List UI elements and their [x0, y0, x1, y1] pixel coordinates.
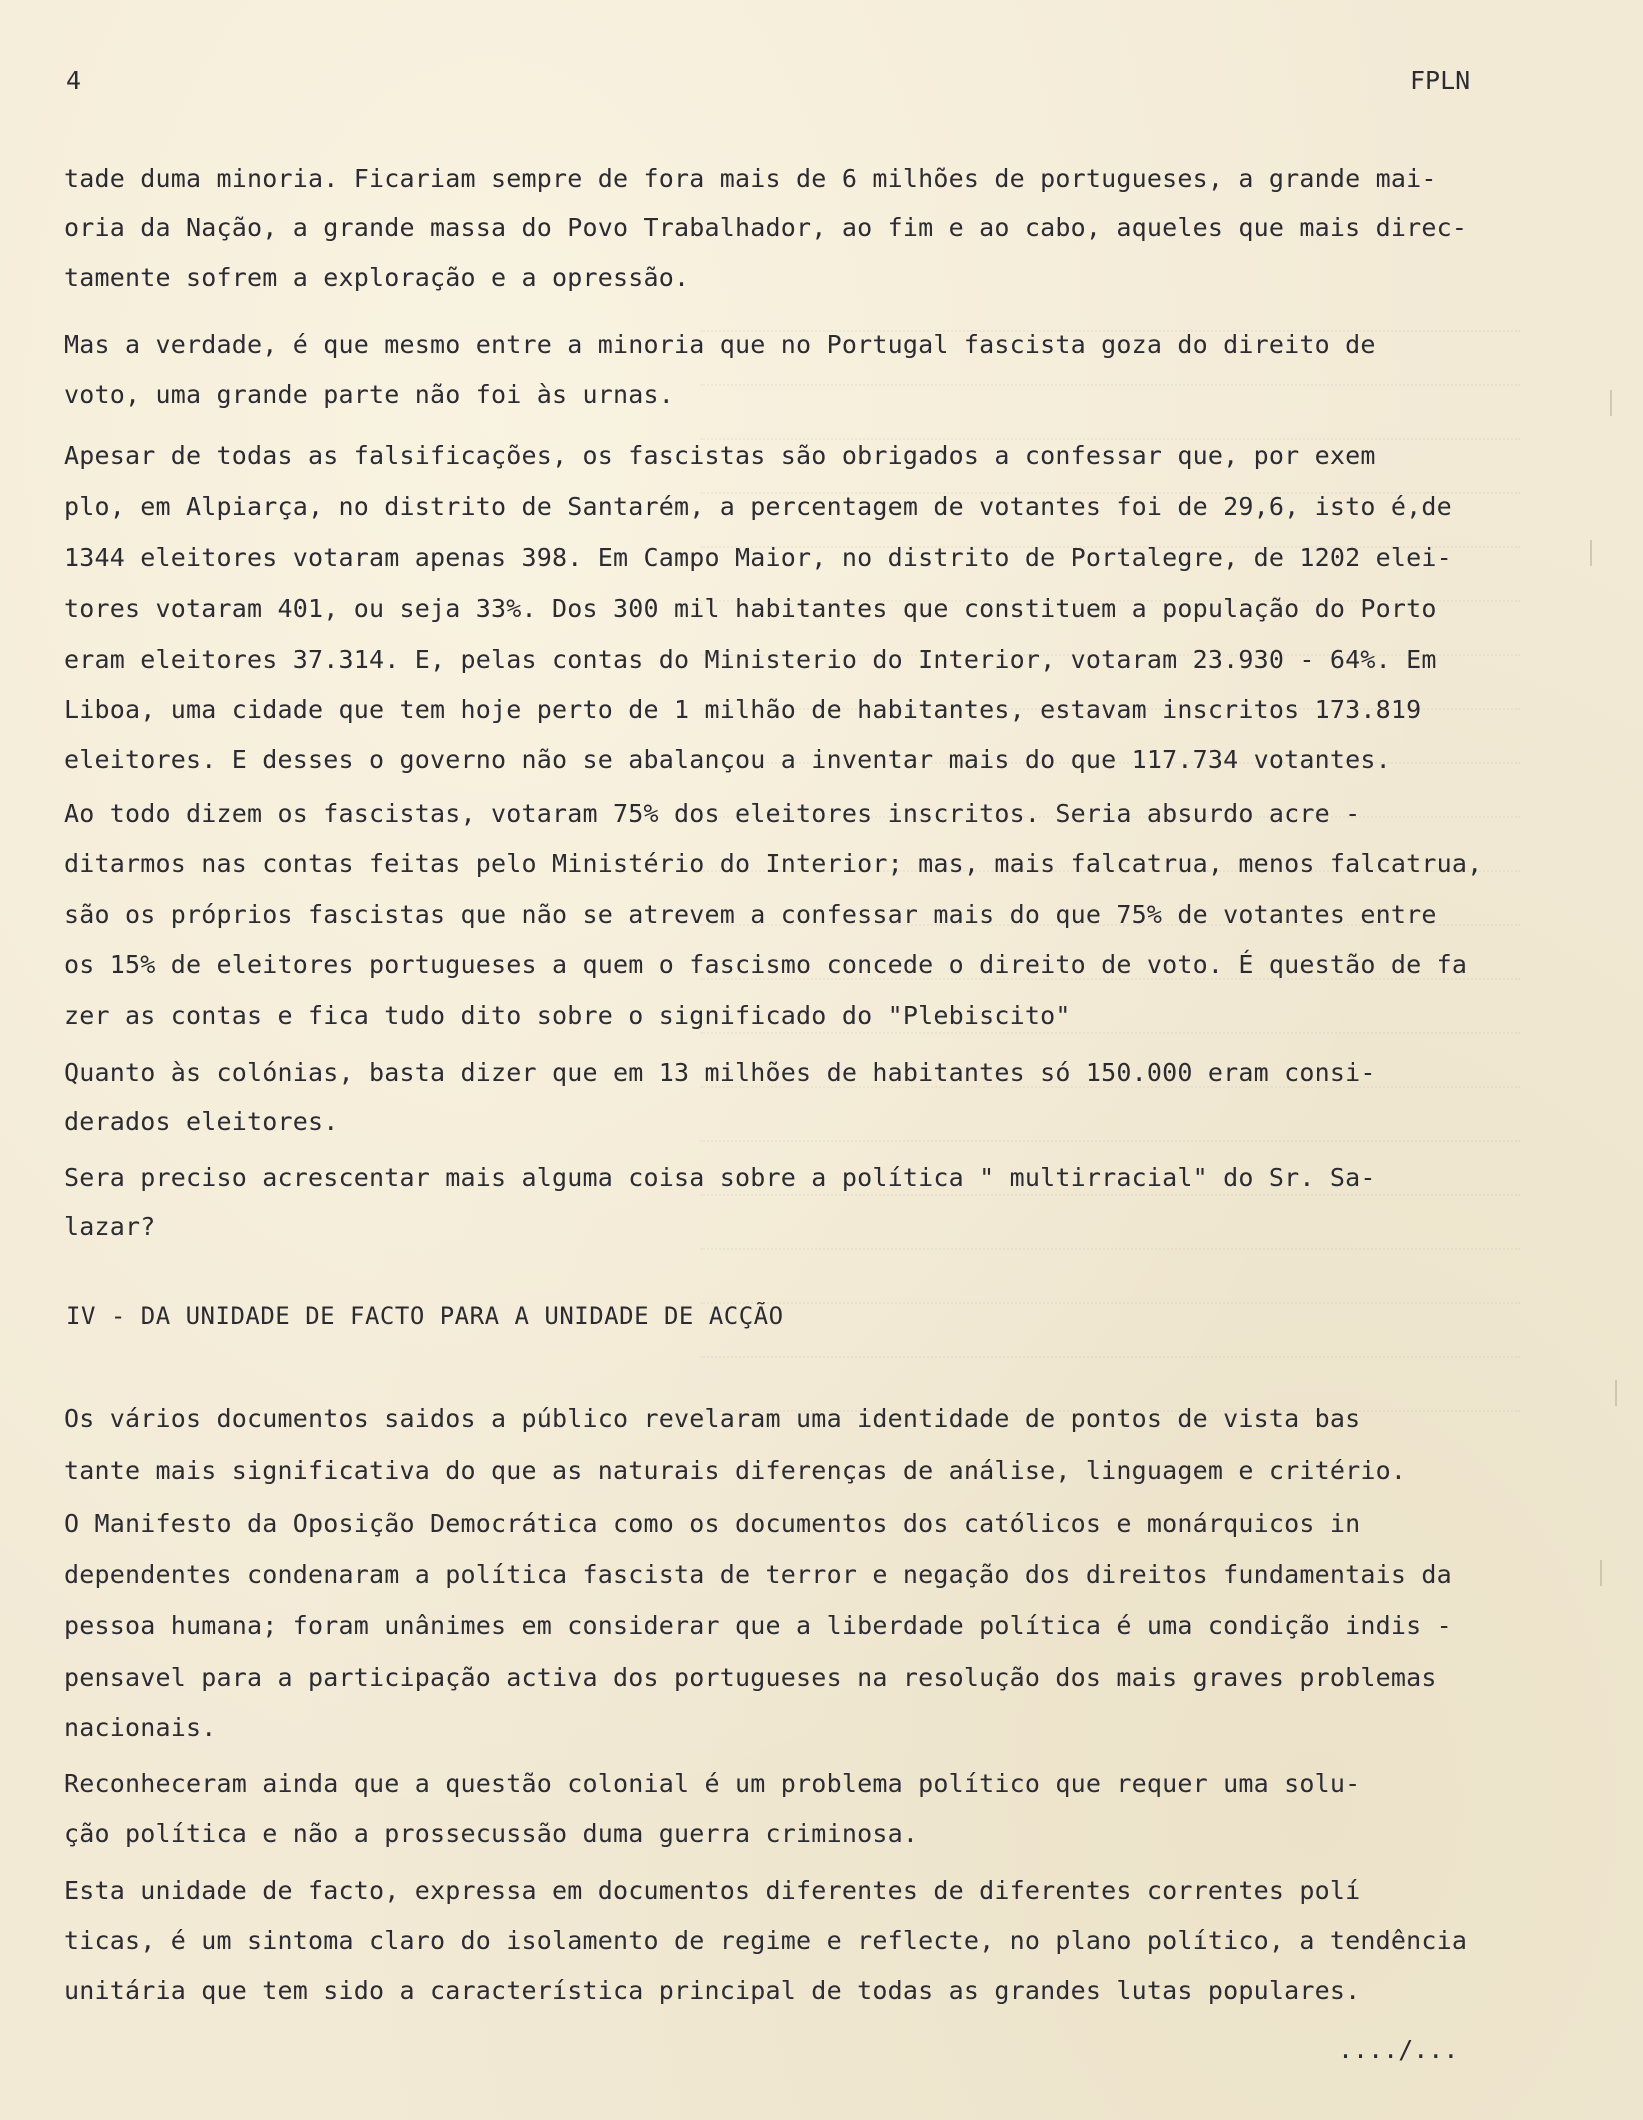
margin-mark — [1615, 1380, 1617, 1406]
text-line: zer as contas e fica tudo dito sobre o significado do "Plebiscito" — [64, 1001, 1071, 1030]
text-line: Apesar de todas as falsificações, os fascistas são obrigados a confessar que, por exem — [64, 441, 1376, 470]
text-line: voto, uma grande parte não foi às urnas. — [64, 380, 675, 409]
text-line: plo, em Alpiarça, no distrito de Santarém, a percentagem de votantes foi de 29,6, isto é,de — [64, 492, 1452, 521]
continuation-mark: ..../... — [1338, 2035, 1459, 2064]
text-line: tamente sofrem a exploração e a opressão. — [64, 263, 690, 292]
margin-mark — [1610, 390, 1612, 416]
text-line: Liboa, uma cidade que tem hoje perto de 1 milhão de habitantes, estavam inscritos 173.819 — [64, 695, 1422, 724]
text-line: derados eleitores. — [64, 1107, 339, 1136]
text-line: pessoa humana; foram unânimes em considerar que a liberdade política é uma condição indis - — [64, 1611, 1452, 1640]
text-line: unitária que tem sido a característica principal de todas as grandes lutas populares. — [64, 1976, 1361, 2005]
text-line: oria da Nação, a grande massa do Povo Trabalhador, ao fim e ao cabo, aqueles que mais direc- — [64, 213, 1468, 242]
text-line: tante mais significativa do que as naturais diferenças de análise, linguagem e critério. — [64, 1456, 1407, 1485]
margin-mark — [1590, 540, 1592, 566]
text-line: são os próprios fascistas que não se atrevem a confessar mais do que 75% de votantes entre — [64, 900, 1437, 929]
section-heading: IV - DA UNIDADE DE FACTO PARA A UNIDADE DE ACÇÃO — [66, 1302, 784, 1330]
text-line: O Manifesto da Oposição Democrática como os documentos dos católicos e monárquicos in — [64, 1509, 1361, 1538]
text-line: eram eleitores 37.314. E, pelas contas do Ministerio do Interior, votaram 23.930 - 64%. Em — [64, 645, 1437, 674]
text-line: tores votaram 401, ou seja 33%. Dos 300 mil habitantes que constituem a população do Porto — [64, 594, 1437, 623]
page-number: 4 — [66, 66, 82, 95]
text-line: ticas, é um sintoma claro do isolamento de regime e reflecte, no plano político, a tendência — [64, 1926, 1468, 1955]
text-line: eleitores. E desses o governo não se abalançou a inventar mais do que 117.734 votantes. — [64, 745, 1391, 774]
text-line: nacionais. — [64, 1713, 217, 1742]
text-line: Ao todo dizem os fascistas, votaram 75% dos eleitores inscritos. Seria absurdo acre - — [64, 799, 1361, 828]
text-line: Reconheceram ainda que a questão colonial é um problema político que requer uma solu- — [64, 1769, 1361, 1798]
text-line: ção política e não a prossecussão duma guerra criminosa. — [64, 1819, 919, 1848]
text-line: ditarmos nas contas feitas pelo Ministério do Interior; mas, mais falcatrua, menos falcatrua, — [64, 849, 1483, 878]
text-line: dependentes condenaram a política fascista de terror e negação dos direitos fundamentais da — [64, 1560, 1452, 1589]
text-line: pensavel para a participação activa dos portugueses na resolução dos mais graves problemas — [64, 1663, 1437, 1692]
text-line: Mas a verdade, é que mesmo entre a minoria que no Portugal fascista goza do direito de — [64, 330, 1376, 359]
text-line: Quanto às colónias, basta dizer que em 13 milhões de habitantes só 150.000 eram consi- — [64, 1058, 1376, 1087]
text-line: os 15% de eleitores portugueses a quem o fascismo concede o direito de voto. É questão de fa — [64, 950, 1468, 979]
text-line: tade duma minoria. Ficariam sempre de fora mais de 6 milhões de portugueses, a grande mai- — [64, 164, 1437, 193]
text-line: Sera preciso acrescentar mais alguma coisa sobre a política " multirracial" do Sr. Sa- — [64, 1163, 1376, 1192]
text-line: 1344 eleitores votaram apenas 398. Em Campo Maior, no distrito de Portalegre, de 1202 elei- — [64, 543, 1452, 572]
text-line: lazar? — [64, 1212, 156, 1241]
margin-mark — [1600, 1560, 1602, 1586]
text-line: Esta unidade de facto, expressa em documentos diferentes de diferentes correntes polí — [64, 1876, 1361, 1905]
text-line: Os vários documentos saidos a público revelaram uma identidade de pontos de vista bas — [64, 1404, 1361, 1433]
document-code: FPLN — [1410, 66, 1471, 95]
